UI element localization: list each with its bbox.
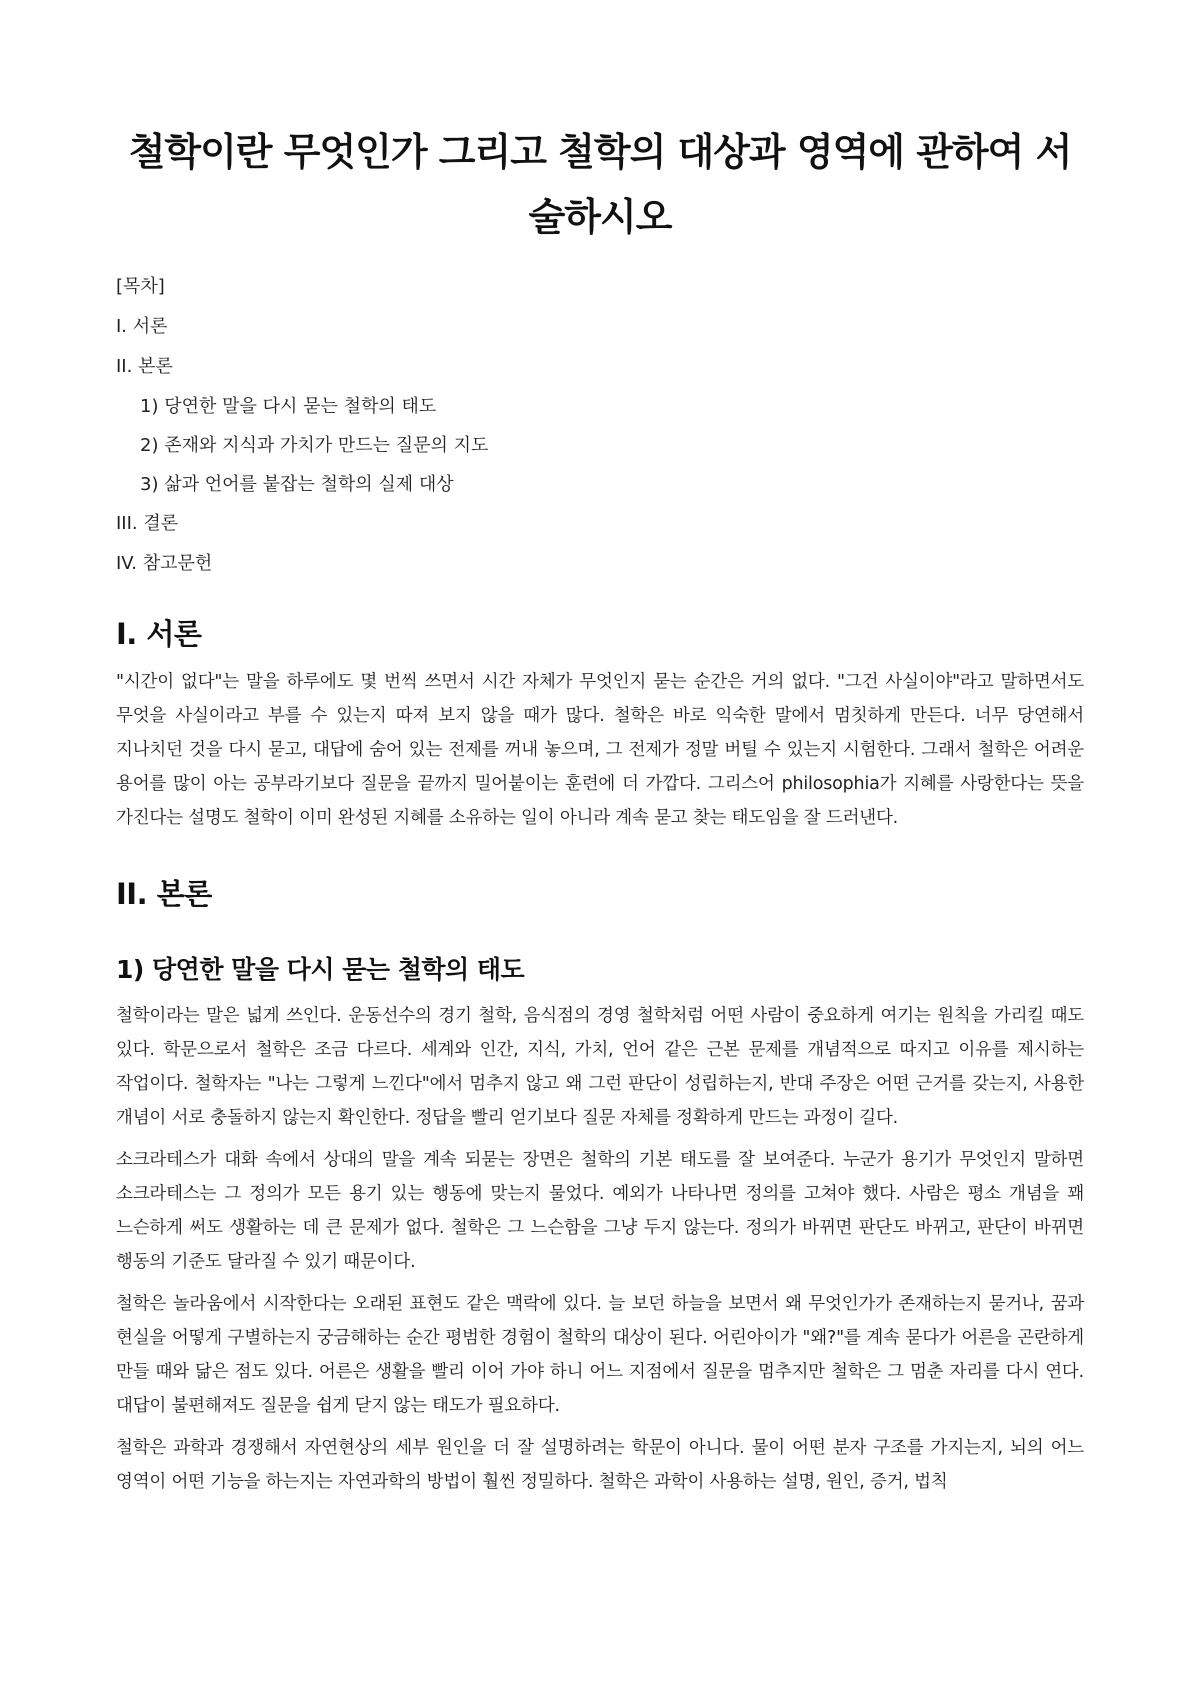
subsection-heading-1: 1) 당연한 말을 다시 묻는 철학의 태도 [116, 955, 525, 984]
document-title: 철학이란 무엇인가 그리고 철학의 대상과 영역에 관하여 서술하시오 [128, 130, 1072, 239]
intro-paragraph: "시간이 없다"는 말을 하루에도 몇 번씩 쓰면서 시간 자체가 무엇인지 묻는 순간은 거의 없다. "그건 사실이야"라고 말하면서도 무엇을 사실이라고 부를 수 있는지 따져 보지 않을 때가 많다. 철학은 바로 익숙한 말에서 멈칫하게 만든다. 너무 당연해서 지나치던 것을 다시 묻고, 대답에 숨어 있는 전제를 꺼내 놓으며, 그 전제가 정말 버틸 수 있는지 시험한다. 그래서 철학은 어려운 용어를 많이 아는 공부라기보다 질문을 끝까지 밀어붙이는 훈련에 더 가깝다. 그리스어 philosophia가 지혜를 사랑한다는 뜻을 가진다는 설명도 철학이 이미 완성된 지혜를 소유하는 일이 아니라 계속 묻고 찾는 태도임을 잘 드러낸다. [116, 672, 1084, 828]
toc-heading: [목차] [116, 276, 165, 297]
table-of-contents [116, 276, 1084, 575]
toc-item-body-2: 2) 존재와 지식과 가치가 만드는 질문의 지도 [140, 435, 489, 456]
toc-item-conclusion: III. 결론 [116, 513, 179, 534]
body-paragraph-2: 소크라테스가 대화 속에서 상대의 말을 계속 되묻는 장면은 철학의 기본 태도를 잘 보여준다. 누군가 용기가 무엇인지 말하면 소크라테스는 그 정의가 모든 용기 있는 행동에 맞는지 물었다. 예외가 나타나면 정의를 고쳐야 했다. 사람은 평소 개념을 꽤 느슨하게 써도 생활하는 데 큰 문제가 없다. 철학은 그 느슨함을 그냥 두지 않는다. 정의가 바뀌면 판단도 바뀌고, 판단이 바뀌면 행동의 기준도 달라질 수 있기 때문이다. [116, 1150, 1084, 1272]
body-paragraph-1: 철학이라는 말은 넓게 쓰인다. 운동선수의 경기 철학, 음식점의 경영 철학처럼 어떤 사람이 중요하게 여기는 원칙을 가리킬 때도 있다. 학문으로서 철학은 조금 다르다. 세계와 인간, 지식, 가치, 언어 같은 근본 문제를 개념적으로 따지고 이유를 제시하는 작업이다. 철학자는 "나는 그렇게 느낀다"에서 멈추지 않고 왜 그런 판단이 성립하는지, 반대 주장은 어떤 근거를 갖는지, 사용한 개념이 서로 충돌하지 않는지 확인한다. 정답을 빨리 얻기보다 질문 자체를 정확하게 만드는 과정이 길다. [116, 1006, 1084, 1128]
body-paragraph-4: 철학은 과학과 경쟁해서 자연현상의 세부 원인을 더 잘 설명하려는 학문이 아니다. 물이 어떤 분자 구조를 가지는지, 뇌의 어느 영역이 어떤 기능을 하는지는 자연과학의 방법이 훨씬 정밀하다. 철학은 과학이 사용하는 설명, 원인, 증거, 법칙 [116, 1438, 1084, 1492]
section-heading-intro: I. 서론 [116, 617, 202, 651]
toc-item-references: IV. 참고문헌 [116, 553, 213, 574]
toc-item-body-1: 1) 당연한 말을 다시 묻는 철학의 태도 [140, 396, 437, 417]
toc-item-body-3: 3) 삶과 언어를 붙잡는 철학의 실제 대상 [140, 474, 454, 495]
body-paragraph-3: 철학은 놀라움에서 시작한다는 오래된 표현도 같은 맥락에 있다. 늘 보던 하늘을 보면서 왜 무엇인가가 존재하는지 묻거나, 꿈과 현실을 어떻게 구별하는지 궁금해하는 순간 평범한 경험이 철학의 대상이 된다. 어린아이가 "왜?"를 계속 묻다가 어른을 곤란하게 만들 때와 닮은 점도 있다. 어른은 생활을 빨리 이어 가야 하니 어느 지점에서 질문을 멈추지만 철학은 그 멈춘 자리를 다시 연다. 대답이 불편해져도 질문을 쉽게 닫지 않는 태도가 필요하다. [116, 1294, 1084, 1416]
toc-item-body: II. 본론 [116, 356, 173, 377]
section-heading-body: II. 본론 [116, 877, 212, 911]
document-page [116, 0, 1084, 1507]
toc-item-intro: I. 서론 [116, 316, 168, 337]
